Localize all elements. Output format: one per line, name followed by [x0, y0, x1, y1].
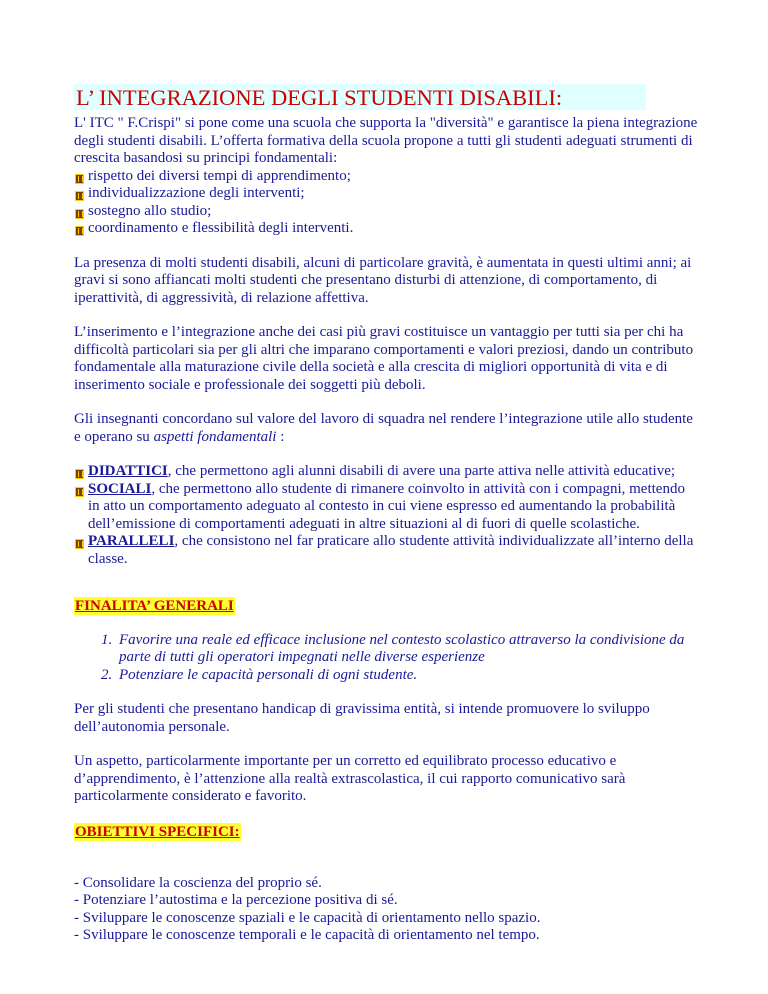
goals-section: [74, 597, 698, 684]
list-item: PARALLELI, che consistono nel far praticare allo studente attività individualizzate all’interno della classe.: [74, 533, 698, 568]
objectives-list: [74, 875, 698, 945]
list-item: - Sviluppare le conoscenze temporali e le capacità di orientamento nel tempo.: [74, 927, 540, 943]
principles-list: [74, 168, 698, 238]
objectives-section: [74, 823, 698, 945]
extracurricular-paragraph: Un aspetto, particolarmente importante per un corretto ed equilibrato processo educativo e d’apprendimento, è l’attenzione alla realtà extrascolastica, il cui rapporto comunicativo sarà particolarmente considerato e favorito.: [74, 753, 626, 804]
goals-list: [74, 632, 698, 685]
list-item: - Consolidare la coscienza del proprio sé.: [74, 874, 322, 891]
list-item: - Sviluppare le conoscenze spaziali e le capacità di orientamento nello spazio.: [74, 909, 541, 926]
list-item: 2. Potenziare le capacità personali di ogni studente.: [116, 667, 698, 685]
presence-paragraph: La presenza di molti studenti disabili, alcuni di particolare gravità, è aumentata in questi ultimi anni; ai gravi si sono affiancati molti studenti che presentano disturbi di attenzione, di comportamento, di iperattività, di aggressività, di relazione affettiva.: [74, 254, 692, 306]
objectives-heading: OBIETTIVI SPECIFICI:: [75, 823, 240, 840]
area-keyword: DIDATTICI: [88, 463, 168, 479]
intro-text: L' ITC " F.Crispi" si pone come una scuola che supporta la "diversità" e garantisce la piena integrazione degli studenti disabili. L’offerta formativa della scuola propone a tutti gli studenti adeguati strumenti di crescita basandosi su principi fondamentali:: [74, 115, 698, 166]
teachers-paragraph: Gli insegnanti concordano sul valore del lavoro di squadra nel rendere l’integrazione utile allo studente e operano su aspetti fondamentali :: [74, 411, 693, 445]
list-item: individualizzazione degli interventi;: [74, 185, 698, 203]
area-keyword: PARALLELI: [88, 533, 175, 549]
goals-heading: FINALITA’ GENERALI: [75, 598, 234, 614]
intro-paragraph: [74, 115, 698, 168]
list-item: SOCIALI, che permettono allo studente di rimanere coinvolto in attività con i compagni, mettendo in atto un comportamento adeguato al contesto in cui viene espresso ed aumentando la probabilità dell’emissione di comportamenti adeguati in altre situazioni al di fuori di quelle scolastiche.: [74, 481, 698, 534]
bullet-icon: [75, 539, 84, 549]
bullet-icon: [75, 191, 84, 201]
bullet-icon: [75, 487, 84, 497]
teachers-emphasis: aspetti fondamentali: [153, 428, 277, 445]
list-item: - Potenziare l’autostima e la percezione positiva di sé.: [74, 892, 398, 908]
severe-paragraph: Per gli studenti che presentano handicap di gravissima entità, si intende promuovere lo sviluppo dell’autonomia personale.: [74, 701, 650, 735]
bullet-icon: [75, 209, 84, 219]
list-item: DIDATTICI, che permettono agli alunni disabili di avere una parte attiva nelle attività educative;: [74, 463, 698, 481]
areas-list: [74, 463, 698, 568]
area-keyword: SOCIALI: [88, 480, 152, 497]
list-item: sostegno allo studio;: [74, 203, 698, 221]
page-title: L’ INTEGRAZIONE DEGLI STUDENTI DISABILI:: [74, 84, 646, 110]
list-item: rispetto dei diversi tempi di apprendimento;: [74, 168, 698, 186]
bullet-icon: [75, 174, 84, 184]
bullet-icon: [75, 226, 84, 236]
list-item: coordinamento e flessibilità degli interventi.: [74, 220, 698, 238]
inclusion-paragraph: L’inserimento e l’integrazione anche dei casi più gravi costituisce un vantaggio per tutti sia per chi ha difficoltà particolari sia per gli altri che imparano comportamenti e valori preziosi, dando un contributo fondamentale alla maturazione civile della società e alla crescita di migliori opportunità di vita e di inserimento sociale e professionale dei soggetti più deboli.: [74, 324, 694, 393]
bullet-icon: [75, 469, 84, 479]
list-item: 1. Favorire una reale ed efficace inclusione nel contesto scolastico attraverso la condivisione da parte di tutti gli operatori impegnati nelle diverse esperienze: [116, 632, 698, 667]
